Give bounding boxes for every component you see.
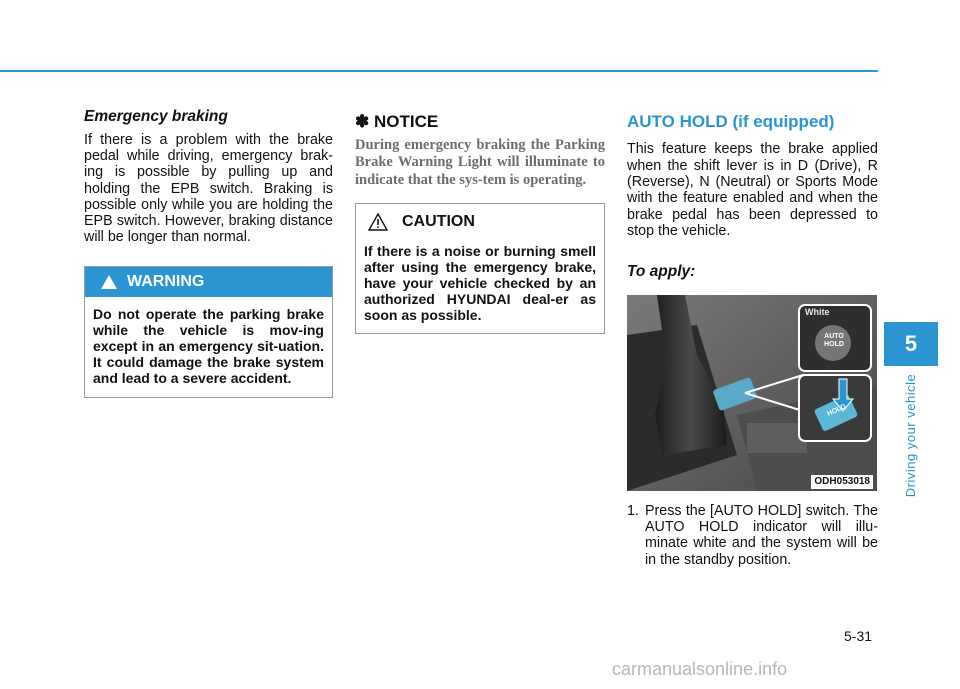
to-apply-heading: To apply:	[627, 263, 696, 281]
watermark: carmanualsonline.info	[612, 659, 788, 679]
hold-button-label: HOLD	[826, 402, 848, 418]
left-column	[84, 108, 333, 398]
caution-triangle-icon	[368, 213, 388, 231]
caution-box	[355, 203, 605, 335]
chapter-title-tab	[884, 370, 938, 500]
warning-text: Do not operate the parking brake while the vehicle is mov-ing except in an emergency sit-uation. It could damage the brake system and lead to a severe accident.	[93, 305, 324, 386]
step-number: 1.	[627, 502, 639, 519]
warning-header	[85, 267, 332, 297]
header-rule	[0, 70, 878, 72]
section-body: If there is a problem with the brake pedal while driving, emergency brak-ing is possible by pulling up and holding the EPB switch. Braking is possible only while you are holding the EPB switch. However, braking distance will be longer than normal.	[84, 131, 333, 246]
console-illustration	[627, 295, 877, 491]
warning-triangle-icon	[101, 275, 117, 289]
chapter-tab	[884, 322, 938, 366]
warning-title: WARNING	[127, 272, 205, 290]
auto-hold-heading: AUTO HOLD (if equipped)	[627, 112, 835, 131]
right-column	[627, 108, 878, 568]
section-heading: Emergency braking	[84, 108, 228, 125]
figure-code: ODH053018	[811, 475, 873, 488]
page-number: 5-31	[844, 628, 873, 644]
chapter-number: 5	[904, 331, 918, 356]
auto-hold-body: This feature keeps the brake applied when the shift lever is in D (Drive), R (Reverse), N (Neutral) or Sports Mode with the feature enabled and when the brake pedal has been depressed to stop the vehicle.	[627, 141, 878, 239]
caution-header	[356, 204, 604, 240]
notice-title: ✽ NOTICE	[355, 112, 439, 131]
auto-hold-indicator-label: AUTO HOLD	[824, 332, 844, 348]
notice-text: During emergency braking the Parking Brake Warning Light will illuminate to indicate that the sys-tem is operating.	[355, 137, 605, 188]
console-photo	[627, 295, 877, 491]
chapter-title: Driving your vehicle	[903, 373, 919, 497]
caution-title: CAUTION	[402, 212, 475, 230]
middle-column	[355, 108, 605, 334]
caution-text: If there is a noise or burning smell after using the emergency brake, have your vehicle checked by an authorized HYUNDAI deal-er as soon as possible.	[364, 242, 596, 323]
callout-label: White	[805, 306, 830, 317]
list-item	[627, 503, 878, 568]
warning-box	[84, 266, 333, 398]
step-text: Press the [AUTO HOLD] switch. The AUTO HOLD indicator will illu-minate white and the system will be in the standby position.	[645, 502, 878, 568]
